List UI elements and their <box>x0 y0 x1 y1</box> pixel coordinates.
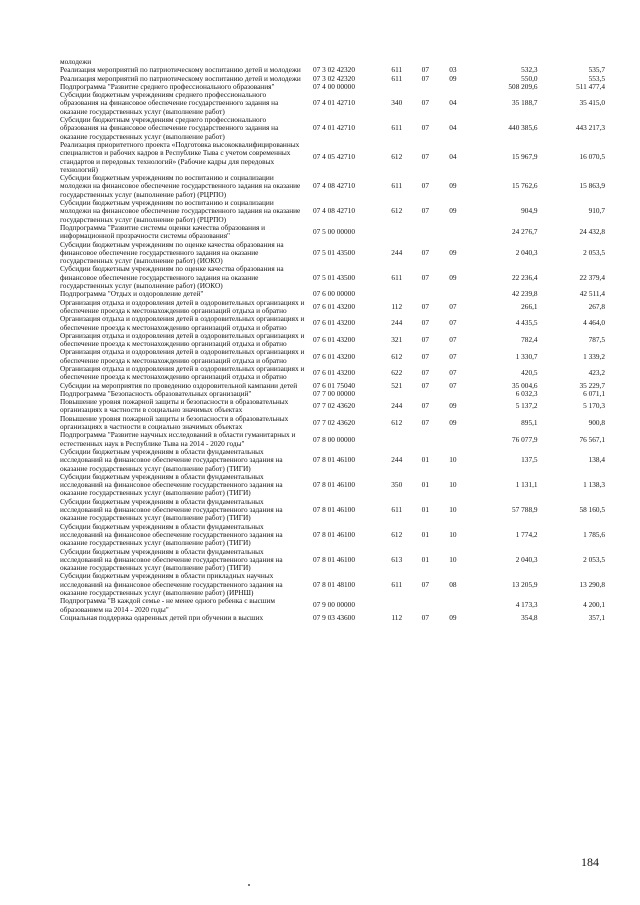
row-amount-year1: 266,1 <box>521 301 538 311</box>
row-name: Подпрограмма "Развитие научных исследований в области гуманитарных и естественных наук в Республике Тыва на 2014 - 2020 годы" <box>60 430 296 448</box>
row-subsection: 08 <box>449 579 457 589</box>
row-subsection: 07 <box>449 301 457 311</box>
row-amount-year1: 42 239,8 <box>512 289 538 299</box>
row-amount-year2: 138,4 <box>588 455 605 465</box>
table-row <box>60 398 605 415</box>
row-code: 07 5 01 43500 <box>313 247 355 257</box>
row-amount-year1: 904,9 <box>521 206 538 216</box>
row-subsection: 04 <box>449 123 457 133</box>
row-code: 07 8 01 46100 <box>313 480 355 490</box>
row-name: Субсидии бюджетным учреждениям в области фундаментальных исследований на финансовое обеспечение государственного задания на оказание государственных услуг (выполнение работ) (ТИГИ) <box>60 521 283 548</box>
table-row <box>60 348 605 365</box>
row-expense-type: 112 <box>391 612 403 622</box>
row-name: Субсидии бюджетным учреждениям в области фундаментальных исследований на финансовое обеспечение государственного задания на оказание государственных услуг (выполнение работ) (ТИГИ) <box>60 471 283 498</box>
row-section: 07 <box>421 334 429 344</box>
row-expense-type: 244 <box>391 247 403 257</box>
row-code: 07 6 01 43200 <box>313 368 355 378</box>
row-subsection: 10 <box>449 529 457 539</box>
row-name: Субсидии бюджетным учреждениям по воспитанию и социализации молодежи на финансовое обеспечение государственного задания на оказание государственных услуг (выполнение работ) (РЦРПО) <box>60 173 301 199</box>
row-section: 07 <box>421 98 429 108</box>
row-subsection: 07 <box>449 380 457 390</box>
row-subsection: 07 <box>449 368 457 378</box>
row-subsection: 09 <box>449 181 457 191</box>
row-name: Субсидии бюджетным учреждениям по оценке качества образования на финансовое обеспечение государственного задания на оказание государственных услуг (выполнение работ) (ИОКО) <box>60 239 284 266</box>
row-section: 07 <box>421 351 429 361</box>
budget-table <box>60 58 605 622</box>
row-amount-year1: 76 077,9 <box>512 434 538 444</box>
row-amount-year2: 267,8 <box>588 301 605 311</box>
row-section: 07 <box>421 380 429 390</box>
row-name: Организация отдыха и оздоровления детей в оздоровительных организациях и обеспечение проезда к местонахождению организаций отдыха и обратно <box>60 314 305 332</box>
row-amount-year2: 511 477,4 <box>576 81 605 91</box>
row-code: 07 5 00 00000 <box>313 227 355 237</box>
row-expense-type: 611 <box>391 73 403 83</box>
row-section <box>411 431 440 448</box>
row-subsection: 09 <box>449 401 457 411</box>
row-amount-year1: 57 788,9 <box>512 505 538 515</box>
row-amount-year1: 4 435,5 <box>515 318 538 328</box>
row-name: Субсидии бюджетным учреждениям по оценке качества образования на финансовое обеспечение государственного задания на оказание государственных услуг (выполнение работ) (ИОКО) <box>60 264 284 291</box>
row-code: 07 6 01 43200 <box>313 351 355 361</box>
row-name: Подпрограмма "Отдых и оздоровление детей" <box>60 289 204 299</box>
row-subsection <box>440 597 467 614</box>
table-row <box>60 141 605 174</box>
row-amount-year2: 22 379,4 <box>579 272 605 282</box>
row-subsection: 09 <box>449 417 457 427</box>
row-amount-year1: 550,0 <box>521 73 538 83</box>
row-section <box>411 224 440 241</box>
row-section: 07 <box>421 65 429 75</box>
row-amount-year1: 35 004,6 <box>512 380 538 390</box>
row-subsection: 07 <box>449 351 457 361</box>
row-name: Субсидии бюджетным учреждениям в области прикладных научных исследований на финансовое обеспечение государственного задания на оказание государственных услуг (выполнение работ) (ИРНШ) <box>60 571 283 597</box>
row-amount-year2: 4 200,1 <box>583 600 605 610</box>
row-amount-year2: 76 567,1 <box>579 434 605 444</box>
row-amount-year1: 782,4 <box>521 334 538 344</box>
row-name: Субсидии бюджетным учреждениям в области фундаментальных исследований на финансовое обеспечение государственного задания на оказание государственных услуг (выполнение работ) (ТИГИ) <box>60 496 283 523</box>
row-amount-year2: 16 070,5 <box>579 152 605 162</box>
table-row <box>60 614 605 622</box>
table-row <box>60 548 605 573</box>
scan-dot <box>248 884 250 886</box>
row-amount-year2: 443 217,3 <box>575 123 605 133</box>
row-code: 07 4 00 00000 <box>313 81 355 91</box>
row-code: 07 7 02 43620 <box>313 401 355 411</box>
row-amount-year1: 15 967,9 <box>512 152 538 162</box>
table-row <box>60 523 605 548</box>
table-row <box>60 431 605 448</box>
row-subsection <box>440 290 467 298</box>
row-section: 07 <box>421 73 429 83</box>
table-row <box>60 315 605 332</box>
row-name: молодежи <box>60 57 92 66</box>
table-row <box>60 332 605 349</box>
row-amount-year2: 42 511,4 <box>579 289 605 299</box>
table-row <box>60 174 605 199</box>
row-code: 07 6 01 43200 <box>313 301 355 311</box>
row-code: 07 6 00 00000 <box>313 289 355 299</box>
row-section: 01 <box>421 480 429 490</box>
row-section <box>411 597 440 614</box>
row-amount-year2: 6 071,1 <box>583 388 605 398</box>
table-row <box>60 597 605 614</box>
row-expense-type: 244 <box>391 401 403 411</box>
row-section: 07 <box>421 318 429 328</box>
row-subsection: 07 <box>449 334 457 344</box>
row-amount-year2: 24 432,8 <box>579 227 605 237</box>
row-expense-type: 112 <box>391 301 403 311</box>
row-code: 07 6 01 43200 <box>313 334 355 344</box>
row-amount-year1: 24 276,7 <box>512 227 538 237</box>
page-number: 184 <box>581 855 599 869</box>
row-expense-type: 321 <box>391 334 403 344</box>
row-expense-type <box>382 390 411 398</box>
row-name: Реализация мероприятий по патриотическому воспитанию детей и молодежи <box>60 73 301 83</box>
row-subsection: 09 <box>449 73 457 83</box>
row-expense-type <box>382 597 411 614</box>
row-subsection <box>440 431 467 448</box>
row-name: Подпрограмма "Развитие среднего профессионального образования" <box>60 81 275 91</box>
row-amount-year2: 13 290,8 <box>579 579 605 589</box>
row-amount-year1: 1 330,7 <box>515 351 538 361</box>
row-amount-year2: 58 160,5 <box>579 505 605 515</box>
row-expense-type <box>382 290 411 298</box>
row-amount-year1: 35 188,7 <box>512 98 538 108</box>
row-name: Субсидии бюджетным учреждениям в области фундаментальных исследований на финансовое обеспечение государственного задания на оказание государственных услуг (выполнение работ) (ТИГИ) <box>60 546 283 573</box>
row-section: 07 <box>421 272 429 282</box>
row-section: 01 <box>421 529 429 539</box>
row-subsection: 10 <box>449 554 457 564</box>
row-name: Субсидии на мероприятия по проведению оздоровительной кампании детей <box>60 380 298 390</box>
table-row <box>60 91 605 116</box>
row-name: Субсидии бюджетным учреждениям по воспитанию и социализации молодежи на финансовое обеспечение государственного задания на оказание государственных услуг (выполнение работ) (РЦРПО) <box>60 198 301 224</box>
row-amount-year2: 535,7 <box>588 65 605 75</box>
row-section: 07 <box>421 401 429 411</box>
row-code: 07 7 02 43620 <box>313 417 355 427</box>
row-amount-year1: 5 137,2 <box>515 401 538 411</box>
row-amount-year2: 1 339,2 <box>583 351 605 361</box>
row-amount-year2: 15 863,9 <box>579 181 605 191</box>
row-section: 01 <box>421 455 429 465</box>
row-expense-type: 611 <box>391 65 403 75</box>
table-row <box>60 116 605 141</box>
row-expense-type: 612 <box>391 529 403 539</box>
row-section: 07 <box>421 417 429 427</box>
row-code: 07 8 01 46100 <box>313 529 355 539</box>
row-amount-year1: 137,5 <box>521 455 538 465</box>
row-expense-type: 521 <box>391 380 403 390</box>
row-amount-year1: 4 173,3 <box>515 600 538 610</box>
row-name: Повышение уровня пожарной защиты и безопасности в образовательных организациях в частности в социально значимых объектах <box>60 413 289 432</box>
row-expense-type: 612 <box>391 351 403 361</box>
row-amount-year2: 35 229,7 <box>579 380 605 390</box>
row-subsection: 09 <box>449 272 457 282</box>
row-section: 07 <box>421 247 429 257</box>
row-code: 07 4 01 42710 <box>313 98 355 108</box>
row-expense-type: 244 <box>391 455 403 465</box>
table-row <box>60 299 605 316</box>
row-expense-type: 612 <box>391 206 403 216</box>
row-section: 07 <box>421 579 429 589</box>
row-subsection: 09 <box>449 206 457 216</box>
row-subsection <box>440 390 467 398</box>
row-name: Подпрограмма "Развитие системы оценки качества образования и информационной прозрачности системы образования" <box>60 222 266 241</box>
row-amount-year2: 787,5 <box>588 334 605 344</box>
row-section: 07 <box>421 181 429 191</box>
row-section: 07 <box>421 612 429 622</box>
table-row <box>60 365 605 382</box>
row-name: Подпрограмма "В каждой семье - не менее одного ребенка с высшим образованием на 2014 - 2020 годы" <box>60 596 276 614</box>
row-section: 07 <box>421 123 429 133</box>
row-amount-year1: 2 040,3 <box>515 554 538 564</box>
row-code: 07 4 08 42710 <box>313 181 355 191</box>
row-subsection <box>440 83 467 91</box>
row-code: 07 4 08 42710 <box>313 206 355 216</box>
row-amount-year2: 910,7 <box>588 206 605 216</box>
row-code: 07 9 03 43600 <box>313 612 355 622</box>
row-amount-year2: 900,8 <box>588 417 605 427</box>
row-name: Социальная поддержка одаренных детей при обучении в высших <box>60 612 264 622</box>
row-name: Подпрограмма "Безопасность образовательных организаций" <box>60 388 252 398</box>
row-amount-year2: 5 170,3 <box>583 401 605 411</box>
row-amount-year1: 508 209,6 <box>508 81 538 91</box>
row-name: Организация отдыха и оздоровления детей в оздоровительных организациях и обеспечение проезда к местонахождению организаций отдыха и обратно <box>60 330 305 349</box>
row-amount-year2: 35 415,0 <box>579 98 605 108</box>
row-expense-type <box>382 224 411 241</box>
row-expense-type: 612 <box>391 152 403 162</box>
row-subsection <box>440 224 467 241</box>
row-expense-type: 622 <box>391 368 403 378</box>
row-expense-type: 340 <box>391 98 403 108</box>
row-section: 07 <box>421 152 429 162</box>
row-code: 07 3 02 42320 <box>313 73 355 83</box>
row-expense-type: 611 <box>391 272 403 282</box>
row-amount-year1: 6 032,3 <box>515 388 538 398</box>
row-section: 01 <box>421 554 429 564</box>
row-amount-year1: 354,8 <box>521 612 538 622</box>
row-name: Субсидии бюджетным учреждениям среднего профессионального образования на финансовое обеспечение государственного задания на оказание государственных услуг (выполнение работ) <box>60 90 279 116</box>
row-section <box>411 83 440 91</box>
row-name: Реализация мероприятий по патриотическому воспитанию детей и молодежи <box>60 65 301 75</box>
table-row <box>60 265 605 290</box>
table-row <box>60 199 605 224</box>
row-section <box>411 390 440 398</box>
row-name: Субсидии бюджетным учреждениям среднего профессионального образования на финансовое обеспечение государственного задания на оказание государственных услуг (выполнение работ) <box>60 115 279 141</box>
row-amount-year1: 1 774,2 <box>515 529 538 539</box>
row-section: 01 <box>421 505 429 515</box>
table-row <box>60 224 605 241</box>
row-subsection: 04 <box>449 152 457 162</box>
row-expense-type: 611 <box>391 123 403 133</box>
row-name: Организация отдыха и оздоровления детей в оздоровительных организациях и обеспечение проезда к местонахождению организаций отдыха и обратно <box>60 347 305 365</box>
row-code: 07 4 01 42710 <box>313 123 355 133</box>
row-amount-year1: 895,1 <box>521 417 538 427</box>
row-amount-year2: 1 785,6 <box>583 529 605 539</box>
row-subsection: 09 <box>449 612 457 622</box>
table-row <box>60 241 605 266</box>
row-amount-year1: 15 762,6 <box>512 181 538 191</box>
table-row <box>60 473 605 498</box>
row-section: 07 <box>421 368 429 378</box>
row-code: 07 7 00 00000 <box>313 388 355 398</box>
row-code: 07 6 01 43200 <box>313 318 355 328</box>
row-amount-year1: 420,5 <box>521 368 538 378</box>
row-amount-year2: 357,1 <box>588 612 605 622</box>
row-name: Повышение уровня пожарной защиты и безопасности в образовательных организациях в частности в социально значимых объектах <box>60 397 289 415</box>
row-amount-year1: 22 236,4 <box>512 272 538 282</box>
row-code: 07 8 01 46100 <box>313 455 355 465</box>
row-expense-type: 611 <box>391 579 403 589</box>
row-expense-type <box>382 431 411 448</box>
row-subsection: 07 <box>449 318 457 328</box>
row-amount-year2: 2 053,5 <box>583 247 605 257</box>
row-amount-year2: 553,5 <box>588 73 605 83</box>
row-section: 07 <box>421 206 429 216</box>
row-expense-type <box>382 83 411 91</box>
table-row <box>60 572 605 597</box>
row-subsection: 09 <box>449 247 457 257</box>
row-subsection: 03 <box>449 65 457 75</box>
row-amount-year1: 532,3 <box>521 65 538 75</box>
row-amount-year1: 2 040,3 <box>515 247 538 257</box>
row-amount-year1: 1 131,1 <box>515 480 538 490</box>
row-code: 07 8 00 00000 <box>313 434 355 444</box>
row-amount-year2: 1 138,3 <box>583 480 605 490</box>
budget-table-body <box>60 58 605 622</box>
row-expense-type: 244 <box>391 318 403 328</box>
row-expense-type: 613 <box>391 554 403 564</box>
row-amount-year1: 13 205,9 <box>512 579 538 589</box>
row-expense-type: 350 <box>391 480 403 490</box>
row-amount-year1: 440 385,6 <box>508 123 538 133</box>
row-amount-year2: 4 464,0 <box>583 318 605 328</box>
row-code: 07 5 01 43500 <box>313 272 355 282</box>
row-name: Реализация приоритетного проекта «Подготовка высококвалифицированных специалистов и рабочих кадров в Республике Тыва с учетом современных стандартов и передовых технологий» (Рабочие кадры для передовых технологий) <box>60 139 300 174</box>
row-code: 07 4 05 42710 <box>313 152 355 162</box>
row-subsection: 10 <box>449 455 457 465</box>
row-expense-type: 611 <box>391 181 403 191</box>
row-name: Организация отдыха и оздоровления детей в оздоровительных организациях и обеспечение проезда к местонахождению организаций отдыха и обратно <box>60 297 305 315</box>
table-row <box>60 448 605 473</box>
row-amount-year2: 423,2 <box>588 368 605 378</box>
table-row <box>60 415 605 432</box>
row-subsection: 10 <box>449 480 457 490</box>
row-name: Субсидии бюджетным учреждениям в области фундаментальных исследований на финансовое обеспечение государственного задания на оказание государственных услуг (выполнение работ) (ТИГИ) <box>60 446 283 473</box>
row-amount-year2: 2 053,5 <box>583 554 605 564</box>
row-section <box>411 290 440 298</box>
row-code: 07 8 01 46100 <box>313 505 355 515</box>
row-code: 07 3 02 42320 <box>313 65 355 75</box>
row-code: 07 8 01 46100 <box>313 554 355 564</box>
row-expense-type: 611 <box>391 505 403 515</box>
row-name: Организация отдыха и оздоровления детей в оздоровительных организациях и обеспечение проезда к местонахождению организаций отдыха и обратно <box>60 363 305 382</box>
row-code: 07 9 00 00000 <box>313 600 355 610</box>
row-subsection: 10 <box>449 505 457 515</box>
table-row <box>60 498 605 523</box>
row-subsection: 04 <box>449 98 457 108</box>
row-expense-type: 612 <box>391 417 403 427</box>
row-code: 07 6 01 75040 <box>313 380 355 390</box>
row-section: 07 <box>421 301 429 311</box>
row-code: 07 8 01 48100 <box>313 579 355 589</box>
